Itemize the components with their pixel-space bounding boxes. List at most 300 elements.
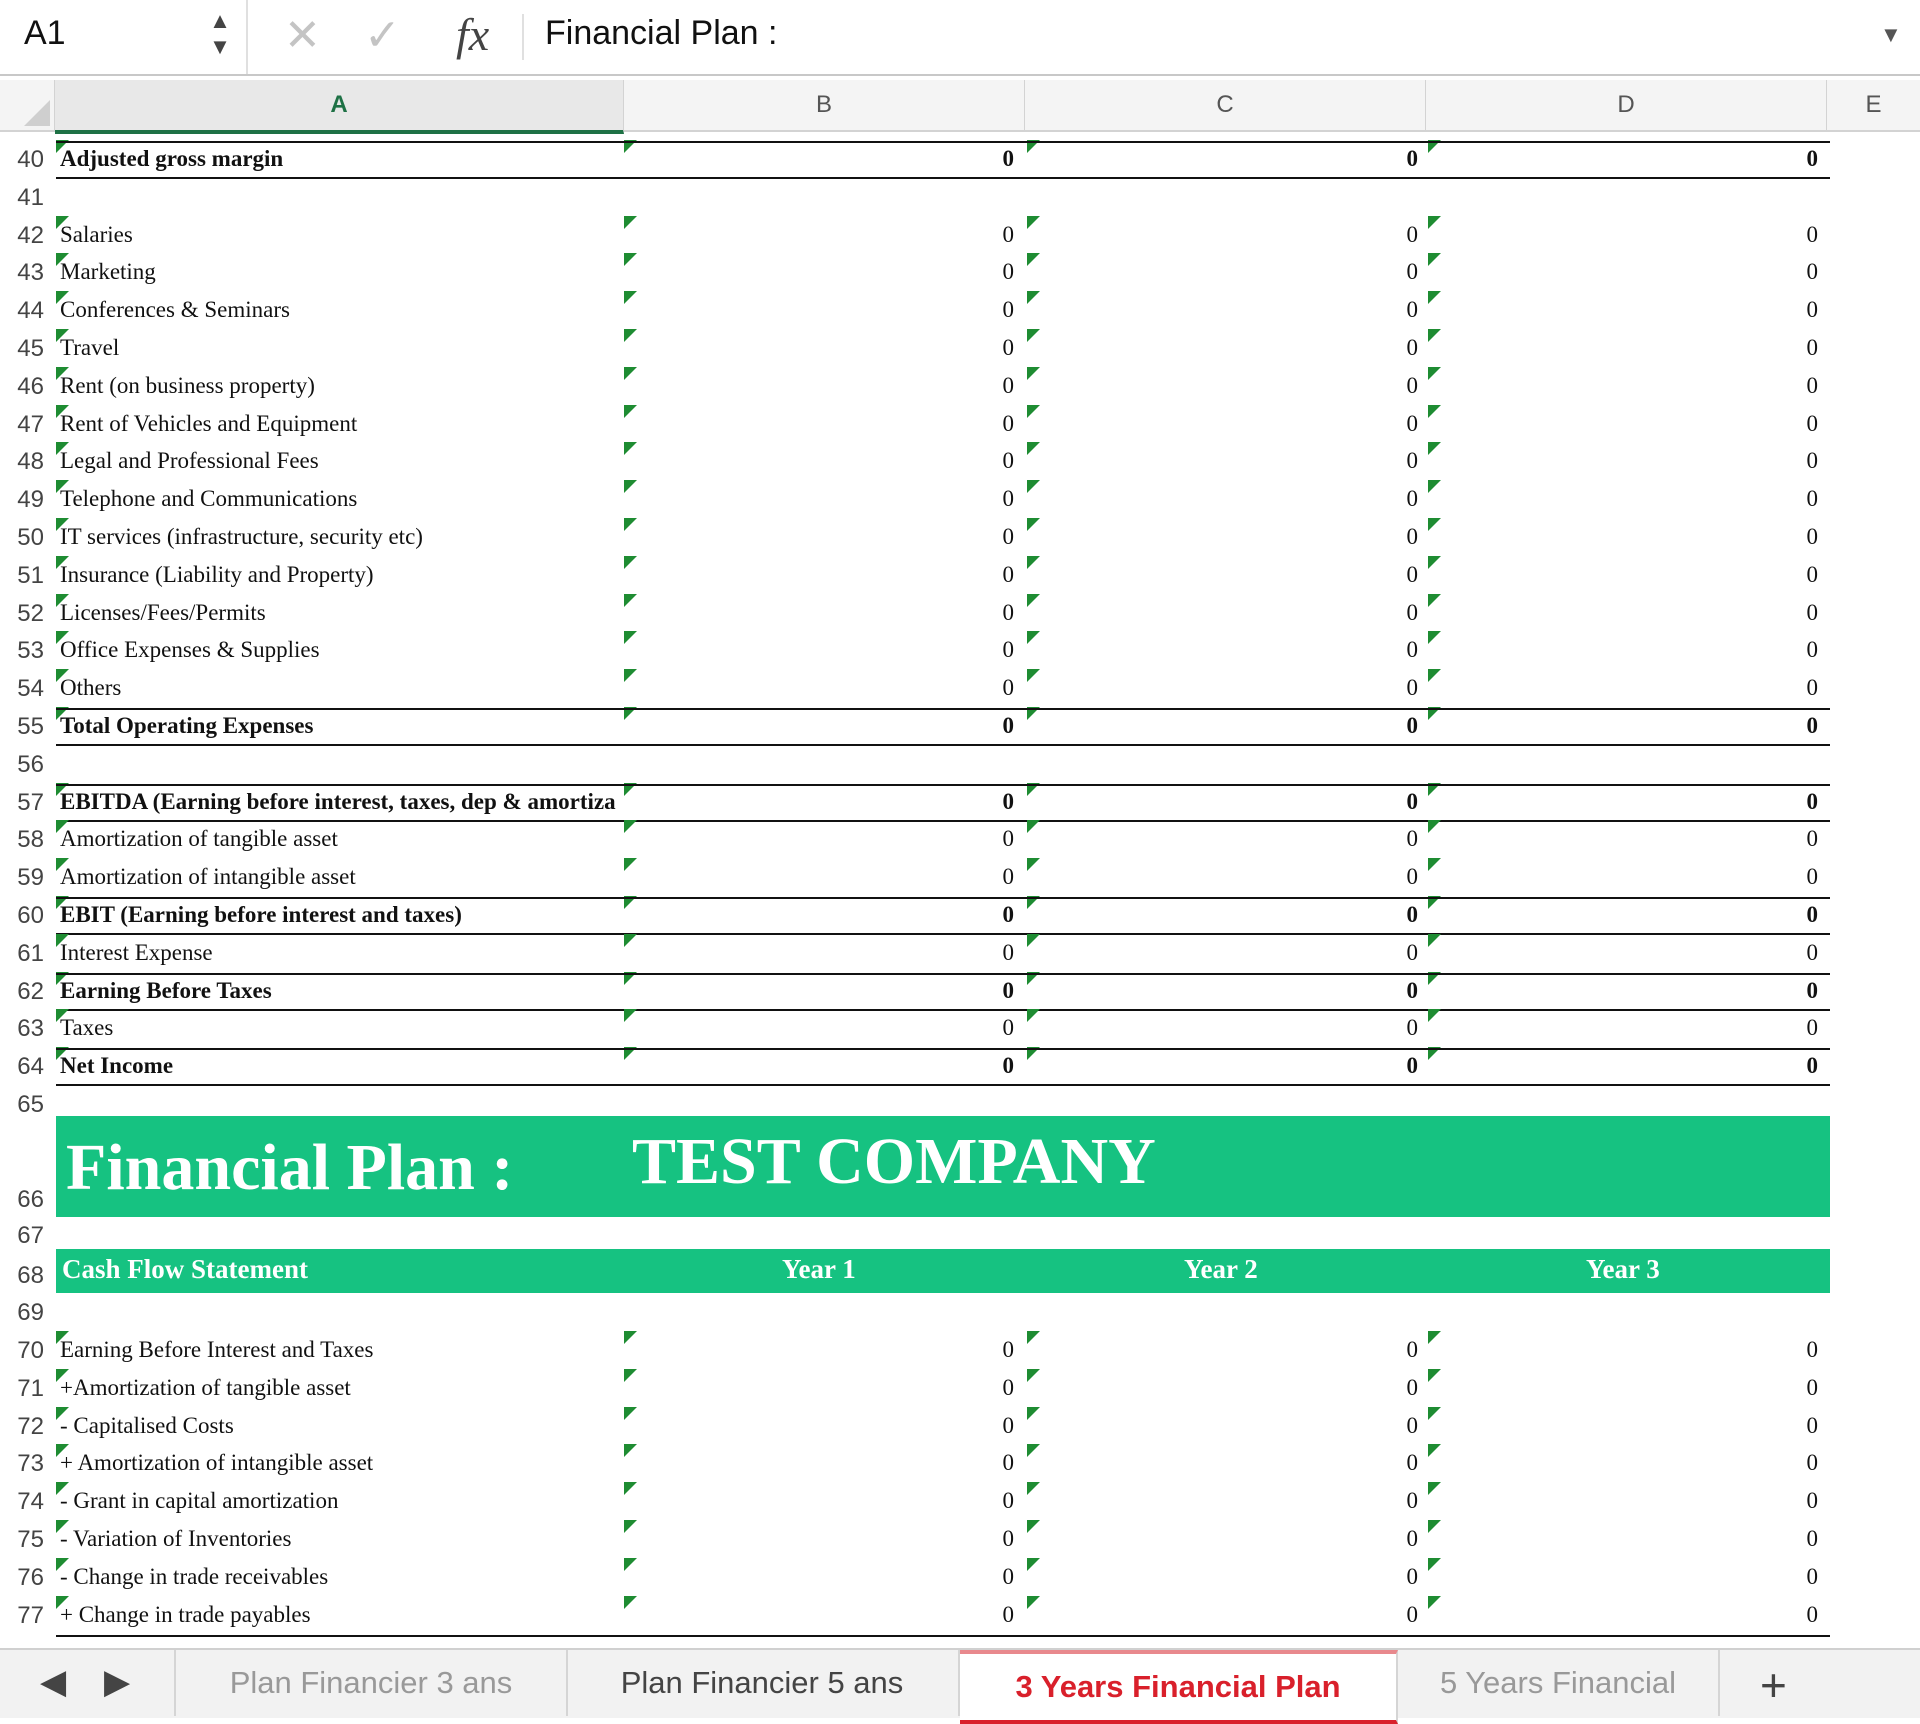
value-cell[interactable]: 0 (1806, 637, 1818, 663)
row-label[interactable]: Amortization of tangible asset (60, 826, 338, 852)
value-cell[interactable]: 0 (1806, 977, 1818, 1003)
value-cell[interactable]: 0 (1406, 221, 1418, 247)
cell-border (56, 973, 1830, 975)
add-sheet-icon[interactable]: + (1760, 1659, 1787, 1711)
error-indicator-icon (1428, 1407, 1441, 1420)
cell-border (56, 1048, 1830, 1050)
row-label[interactable]: Legal and Professional Fees (60, 448, 319, 474)
row-number[interactable]: 62 (17, 977, 44, 1005)
error-indicator-icon (624, 367, 637, 380)
error-indicator-icon (1027, 216, 1040, 229)
error-indicator-icon (56, 1482, 69, 1495)
error-indicator-icon (1027, 669, 1040, 682)
row-number[interactable]: 46 (17, 372, 44, 400)
error-indicator-icon (624, 669, 637, 682)
value-cell[interactable]: 0 (1806, 1601, 1818, 1627)
row-number[interactable]: 48 (17, 448, 44, 476)
error-indicator-icon (1428, 1444, 1441, 1457)
banner-title: Financial Plan : (66, 1131, 514, 1204)
error-indicator-icon (1027, 631, 1040, 644)
divider (522, 14, 524, 60)
value-cell[interactable]: 0 (1002, 675, 1014, 701)
row-number[interactable]: 57 (17, 788, 44, 816)
error-indicator-icon (1428, 329, 1441, 342)
row-number[interactable]: 65 (17, 1091, 44, 1118)
value-cell[interactable]: 0 (1806, 410, 1818, 436)
error-indicator-icon (1428, 934, 1441, 947)
row-label[interactable]: Rent (on business property) (60, 372, 315, 398)
error-indicator-icon (1428, 480, 1441, 493)
row-label[interactable]: Earning Before Interest and Taxes (60, 1337, 374, 1362)
value-cell[interactable]: 0 (1406, 561, 1418, 587)
row-number[interactable]: 63 (17, 1015, 44, 1043)
row-label[interactable]: Taxes (60, 1015, 114, 1041)
error-indicator-icon (1027, 1520, 1040, 1533)
row-number[interactable]: 41 (17, 183, 44, 211)
value-cell[interactable]: 0 (1406, 1488, 1418, 1514)
value-cell[interactable]: 0 (1806, 1450, 1818, 1476)
error-indicator-icon (56, 405, 69, 418)
value-cell[interactable]: 0 (1806, 448, 1818, 474)
error-indicator-icon (1428, 216, 1441, 229)
row-number[interactable]: 67 (17, 1222, 44, 1249)
value-cell[interactable]: 0 (1806, 1337, 1818, 1362)
error-indicator-icon (56, 480, 69, 493)
year-2-label: Year 2 (1184, 1254, 1258, 1284)
value-cell[interactable]: 0 (1406, 864, 1418, 890)
error-indicator-icon (1428, 820, 1441, 833)
row-number[interactable]: 42 (17, 221, 44, 249)
value-cell[interactable]: 0 (1406, 1450, 1418, 1476)
value-cell[interactable]: 0 (1806, 297, 1818, 323)
value-cell[interactable]: 0 (1406, 410, 1418, 436)
error-indicator-icon (624, 480, 637, 493)
value-cell[interactable]: 0 (1806, 372, 1818, 398)
error-indicator-icon (624, 1482, 637, 1495)
error-indicator-icon (624, 1596, 637, 1609)
row-number[interactable]: 68 (17, 1262, 44, 1289)
row-number[interactable]: 58 (17, 826, 44, 854)
error-indicator-icon (624, 291, 637, 304)
row-label[interactable]: - Variation of Inventories (60, 1526, 292, 1551)
value-cell[interactable]: 0 (1002, 864, 1014, 890)
row-label[interactable]: Interest Expense (60, 939, 213, 965)
row-number[interactable]: 45 (17, 335, 44, 362)
error-indicator-icon (56, 253, 69, 266)
error-indicator-icon (1428, 367, 1441, 380)
value-cell[interactable]: 0 (1806, 1053, 1818, 1079)
value-cell[interactable]: 0 (1002, 335, 1014, 360)
row-number[interactable]: 52 (17, 599, 44, 627)
error-indicator-icon (624, 594, 637, 607)
error-indicator-icon (1027, 820, 1040, 833)
row-label[interactable]: Travel (60, 335, 120, 360)
cash-flow-title: Cash Flow Statement (62, 1254, 308, 1284)
value-cell[interactable]: 0 (1806, 788, 1818, 814)
error-indicator-icon (624, 1009, 637, 1022)
error-indicator-icon (1428, 405, 1441, 418)
value-cell[interactable]: 0 (1002, 524, 1014, 549)
error-indicator-icon (624, 1369, 637, 1382)
error-indicator-icon (56, 1596, 69, 1609)
row-number[interactable]: 74 (17, 1488, 44, 1516)
value-cell[interactable]: 0 (1806, 1412, 1818, 1438)
row-label[interactable]: + Amortization of intangible asset (60, 1450, 374, 1476)
error-indicator-icon (1027, 480, 1040, 493)
confirm-icon[interactable]: ✓ (364, 11, 401, 60)
error-indicator-icon (56, 556, 69, 569)
value-cell[interactable]: 0 (1002, 1450, 1014, 1476)
value-cell[interactable]: 0 (1406, 826, 1418, 852)
error-indicator-icon (56, 518, 69, 531)
value-cell[interactable]: 0 (1002, 146, 1014, 171)
row-number[interactable]: 43 (17, 259, 44, 287)
row-number[interactable]: 49 (17, 486, 44, 514)
value-cell[interactable]: 0 (1406, 335, 1418, 360)
chevron-down-icon[interactable]: ▼ (1880, 22, 1902, 47)
value-cell[interactable]: 0 (1806, 335, 1818, 360)
value-cell[interactable]: 0 (1002, 448, 1014, 474)
error-indicator-icon (1428, 442, 1441, 455)
value-cell[interactable]: 0 (1406, 146, 1418, 171)
row-number[interactable]: 71 (17, 1374, 44, 1402)
cell-border (56, 1635, 1830, 1637)
error-indicator-icon (56, 1009, 69, 1022)
row-label[interactable]: +Amortization of tangible asset (60, 1374, 351, 1400)
error-indicator-icon (624, 556, 637, 569)
row-label[interactable]: Adjusted gross margin (60, 146, 284, 171)
cell-border (56, 897, 1830, 899)
value-cell[interactable]: 0 (1806, 524, 1818, 549)
value-cell[interactable]: 0 (1002, 561, 1014, 587)
row-number[interactable]: 66 (17, 1186, 44, 1213)
value-cell[interactable]: 0 (1806, 826, 1818, 852)
value-cell[interactable]: 0 (1406, 675, 1418, 701)
value-cell[interactable]: 0 (1806, 939, 1818, 965)
row-label[interactable]: Earning Before Taxes (60, 977, 272, 1003)
year-3-label: Year 3 (1586, 1254, 1660, 1284)
value-cell[interactable]: 0 (1806, 1526, 1818, 1551)
error-indicator-icon (624, 858, 637, 871)
column-header-d[interactable]: D (1426, 80, 1827, 132)
row-number[interactable]: 40 (17, 146, 44, 173)
row-label[interactable]: Rent of Vehicles and Equipment (60, 410, 358, 436)
row-label[interactable]: Conferences & Seminars (60, 297, 290, 323)
value-cell[interactable]: 0 (1002, 1563, 1014, 1589)
value-cell[interactable]: 0 (1406, 524, 1418, 549)
value-cell[interactable]: 0 (1806, 599, 1818, 625)
value-cell[interactable]: 0 (1406, 486, 1418, 512)
value-cell[interactable]: 0 (1406, 1337, 1418, 1362)
value-cell[interactable]: 0 (1406, 1601, 1418, 1627)
value-cell[interactable]: 0 (1406, 939, 1418, 965)
value-cell[interactable]: 0 (1406, 1526, 1418, 1551)
error-indicator-icon (1027, 367, 1040, 380)
value-cell[interactable]: 0 (1002, 486, 1014, 512)
value-cell[interactable]: 0 (1002, 939, 1014, 965)
column-header-a[interactable]: A (55, 80, 624, 134)
value-cell[interactable]: 0 (1406, 1015, 1418, 1041)
row-number[interactable]: 53 (17, 637, 44, 665)
value-cell[interactable]: 0 (1002, 259, 1014, 285)
value-cell[interactable]: 0 (1806, 902, 1818, 927)
title-banner[interactable] (56, 1116, 1830, 1217)
previous-sheet-icon[interactable]: ◀ (40, 1663, 67, 1701)
error-indicator-icon (624, 1331, 637, 1344)
cell-border (56, 708, 1830, 710)
error-indicator-icon (56, 442, 69, 455)
row-label[interactable]: Office Expenses & Supplies (60, 637, 320, 663)
row-number[interactable]: 60 (17, 902, 44, 929)
error-indicator-icon (56, 631, 69, 644)
value-cell[interactable]: 0 (1806, 1488, 1818, 1514)
value-cell[interactable]: 0 (1406, 599, 1418, 625)
value-cell[interactable]: 0 (1002, 1488, 1014, 1514)
row-number[interactable]: 54 (17, 675, 44, 703)
cell-border (56, 177, 1830, 179)
error-indicator-icon (56, 1331, 69, 1344)
value-cell[interactable]: 0 (1406, 788, 1418, 814)
value-cell[interactable]: 0 (1002, 713, 1014, 738)
error-indicator-icon (1428, 1369, 1441, 1382)
row-number[interactable]: 44 (17, 297, 44, 325)
value-cell[interactable]: 0 (1806, 713, 1818, 738)
error-indicator-icon (624, 1520, 637, 1533)
year-1-label: Year 1 (782, 1254, 856, 1284)
value-cell[interactable]: 0 (1806, 486, 1818, 512)
value-cell[interactable]: 0 (1002, 297, 1014, 323)
error-indicator-icon (56, 291, 69, 304)
error-indicator-icon (1428, 594, 1441, 607)
value-cell[interactable]: 0 (1002, 902, 1014, 927)
row-number[interactable]: 50 (17, 524, 44, 551)
error-indicator-icon (1027, 556, 1040, 569)
error-indicator-icon (56, 367, 69, 380)
sheet-tab-3-years-financial-plan[interactable]: 3 Years Financial Plan (960, 1650, 1398, 1724)
error-indicator-icon (624, 329, 637, 342)
cell-border (56, 820, 1830, 822)
row-number[interactable]: 64 (17, 1053, 44, 1081)
divider (246, 0, 248, 74)
formula-bar (0, 0, 1920, 76)
row-label[interactable]: Amortization of intangible asset (60, 864, 356, 890)
value-cell[interactable]: 0 (1806, 1374, 1818, 1400)
row-number[interactable]: 61 (17, 939, 44, 967)
error-indicator-icon (56, 820, 69, 833)
value-cell[interactable]: 0 (1002, 1337, 1014, 1362)
error-indicator-icon (1027, 518, 1040, 531)
cell-border (56, 784, 1830, 786)
row-number[interactable]: 51 (17, 561, 44, 589)
row-number[interactable]: 70 (17, 1337, 44, 1364)
error-indicator-icon (1428, 1331, 1441, 1344)
value-cell[interactable]: 0 (1406, 1053, 1418, 1079)
error-indicator-icon (1027, 1407, 1040, 1420)
error-indicator-icon (1428, 1596, 1441, 1609)
value-cell[interactable]: 0 (1406, 902, 1418, 927)
row-number[interactable]: 56 (17, 750, 44, 778)
value-cell[interactable]: 0 (1406, 297, 1418, 323)
error-indicator-icon (56, 329, 69, 342)
error-indicator-icon (56, 669, 69, 682)
value-cell[interactable]: 0 (1406, 1563, 1418, 1589)
error-indicator-icon (56, 1407, 69, 1420)
error-indicator-icon (1027, 858, 1040, 871)
row-label[interactable]: Total Operating Expenses (60, 713, 314, 738)
cell-border (56, 744, 1830, 746)
row-label[interactable]: + Change in trade payables (60, 1601, 311, 1627)
value-cell[interactable]: 0 (1806, 1015, 1818, 1041)
row-label[interactable]: - Grant in capital amortization (60, 1488, 339, 1514)
row-label[interactable]: - Capitalised Costs (60, 1412, 234, 1438)
error-indicator-icon (1428, 1009, 1441, 1022)
error-indicator-icon (624, 934, 637, 947)
sheet-tab-bar (0, 1648, 1920, 1718)
value-cell[interactable]: 0 (1806, 1563, 1818, 1589)
error-indicator-icon (1428, 669, 1441, 682)
value-cell[interactable]: 0 (1806, 864, 1818, 890)
cell-border (56, 1084, 1830, 1086)
error-indicator-icon (1428, 253, 1441, 266)
error-indicator-icon (1428, 556, 1441, 569)
row-number[interactable]: 75 (17, 1526, 44, 1553)
error-indicator-icon (1027, 1369, 1040, 1382)
fx-icon[interactable]: fx (456, 9, 490, 60)
error-indicator-icon (1027, 1558, 1040, 1571)
value-cell[interactable]: 0 (1002, 410, 1014, 436)
row-number[interactable]: 59 (17, 864, 44, 892)
value-cell[interactable]: 0 (1002, 599, 1014, 625)
error-indicator-icon (1027, 329, 1040, 342)
value-cell[interactable]: 0 (1806, 146, 1818, 171)
error-indicator-icon (624, 442, 637, 455)
row-number[interactable]: 47 (17, 410, 44, 438)
row-label[interactable]: EBIT (Earning before interest and taxes) (60, 902, 462, 927)
error-indicator-icon (1027, 1444, 1040, 1457)
row-label[interactable]: Licenses/Fees/Permits (60, 599, 266, 625)
error-indicator-icon (1428, 1520, 1441, 1533)
sheet-tab-plan-financier-5-ans[interactable]: Plan Financier 5 ans (566, 1650, 960, 1716)
value-cell[interactable]: 0 (1806, 561, 1818, 587)
value-cell[interactable]: 0 (1002, 372, 1014, 398)
error-indicator-icon (624, 820, 637, 833)
name-box-stepper-icon[interactable]: ▲ ▼ (209, 8, 231, 59)
row-label[interactable]: EBITDA (Earning before interest, taxes, dep & amortiza (60, 788, 616, 814)
row-label[interactable]: Others (60, 675, 122, 701)
cash-flow-header[interactable] (56, 1249, 1830, 1293)
cell-border (56, 141, 1830, 143)
column-header-b[interactable]: B (624, 80, 1025, 132)
value-cell[interactable]: 0 (1002, 1015, 1014, 1041)
value-cell[interactable]: 0 (1002, 1374, 1014, 1400)
error-indicator-icon (624, 253, 637, 266)
row-label[interactable]: IT services (infrastructure, security etc) (60, 524, 423, 549)
row-number[interactable]: 69 (17, 1299, 44, 1326)
error-indicator-icon (1027, 405, 1040, 418)
error-indicator-icon (624, 518, 637, 531)
error-indicator-icon (56, 1520, 69, 1533)
sheet-tab-plan-financier-3-ans[interactable]: Plan Financier 3 ans (174, 1650, 568, 1716)
value-cell[interactable]: 0 (1806, 221, 1818, 247)
error-indicator-icon (1428, 858, 1441, 871)
banner-company: TEST COMPANY (632, 1125, 1156, 1198)
row-label[interactable]: Marketing (60, 259, 156, 285)
cell-border (56, 933, 1830, 935)
value-cell[interactable]: 0 (1002, 788, 1014, 814)
error-indicator-icon (624, 405, 637, 418)
error-indicator-icon (56, 1558, 69, 1571)
column-header-c[interactable]: C (1025, 80, 1426, 132)
error-indicator-icon (624, 1407, 637, 1420)
row-number[interactable]: 73 (17, 1450, 44, 1478)
next-sheet-icon[interactable]: ▶ (104, 1663, 131, 1701)
value-cell[interactable]: 0 (1002, 637, 1014, 663)
error-indicator-icon (56, 934, 69, 947)
value-cell[interactable]: 0 (1406, 1412, 1418, 1438)
row-label[interactable]: Insurance (Liability and Property) (60, 561, 374, 587)
value-cell[interactable]: 0 (1002, 221, 1014, 247)
row-label[interactable]: Salaries (60, 221, 133, 247)
value-cell[interactable]: 0 (1002, 1053, 1014, 1079)
value-cell[interactable]: 0 (1406, 448, 1418, 474)
row-label[interactable]: Telephone and Communications (60, 486, 358, 512)
value-cell[interactable]: 0 (1002, 1526, 1014, 1551)
error-indicator-icon (1027, 1482, 1040, 1495)
row-label[interactable]: - Change in trade receivables (60, 1563, 329, 1589)
formula-input[interactable]: Financial Plan : (545, 14, 778, 52)
value-cell[interactable]: 0 (1002, 1412, 1014, 1438)
error-indicator-icon (1027, 291, 1040, 304)
value-cell[interactable]: 0 (1406, 259, 1418, 285)
value-cell[interactable]: 0 (1406, 977, 1418, 1003)
error-indicator-icon (624, 216, 637, 229)
sheet-tab-5-years-financial[interactable]: 5 Years Financial (1398, 1650, 1720, 1716)
error-indicator-icon (56, 594, 69, 607)
error-indicator-icon (624, 631, 637, 644)
error-indicator-icon (1027, 442, 1040, 455)
error-indicator-icon (1428, 1558, 1441, 1571)
error-indicator-icon (1428, 631, 1441, 644)
value-cell[interactable]: 0 (1406, 637, 1418, 663)
error-indicator-icon (624, 1444, 637, 1457)
name-box[interactable]: A1 (24, 14, 66, 52)
value-cell[interactable]: 0 (1002, 1601, 1014, 1627)
error-indicator-icon (1027, 1009, 1040, 1022)
row-number[interactable]: 76 (17, 1563, 44, 1591)
cell-border (56, 1009, 1830, 1011)
cancel-icon[interactable]: ✕ (284, 11, 321, 60)
value-cell[interactable]: 0 (1406, 713, 1418, 738)
value-cell[interactable]: 0 (1806, 259, 1818, 285)
error-indicator-icon (1428, 518, 1441, 531)
error-indicator-icon (56, 1444, 69, 1457)
row-label[interactable]: Net Income (60, 1053, 174, 1079)
row-number[interactable]: 55 (17, 713, 44, 740)
value-cell[interactable]: 0 (1406, 1374, 1418, 1400)
error-indicator-icon (624, 1558, 637, 1571)
value-cell[interactable]: 0 (1806, 675, 1818, 701)
value-cell[interactable]: 0 (1002, 826, 1014, 852)
row-number[interactable]: 77 (17, 1601, 44, 1629)
value-cell[interactable]: 0 (1002, 977, 1014, 1003)
column-header-e[interactable]: E (1827, 80, 1920, 132)
row-number[interactable]: 72 (17, 1412, 44, 1440)
value-cell[interactable]: 0 (1406, 372, 1418, 398)
select-all-corner[interactable] (0, 80, 55, 132)
error-indicator-icon (1428, 291, 1441, 304)
error-indicator-icon (1027, 594, 1040, 607)
error-indicator-icon (1428, 1482, 1441, 1495)
